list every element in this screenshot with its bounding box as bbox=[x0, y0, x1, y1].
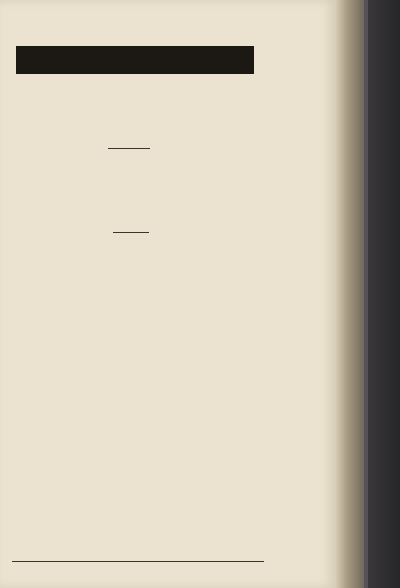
footer-divider bbox=[12, 561, 264, 562]
title-divider bbox=[113, 232, 149, 233]
page-edge bbox=[336, 0, 364, 588]
book-binding bbox=[364, 0, 400, 588]
header-divider bbox=[108, 148, 150, 149]
decorative-ornament-band bbox=[16, 46, 254, 74]
